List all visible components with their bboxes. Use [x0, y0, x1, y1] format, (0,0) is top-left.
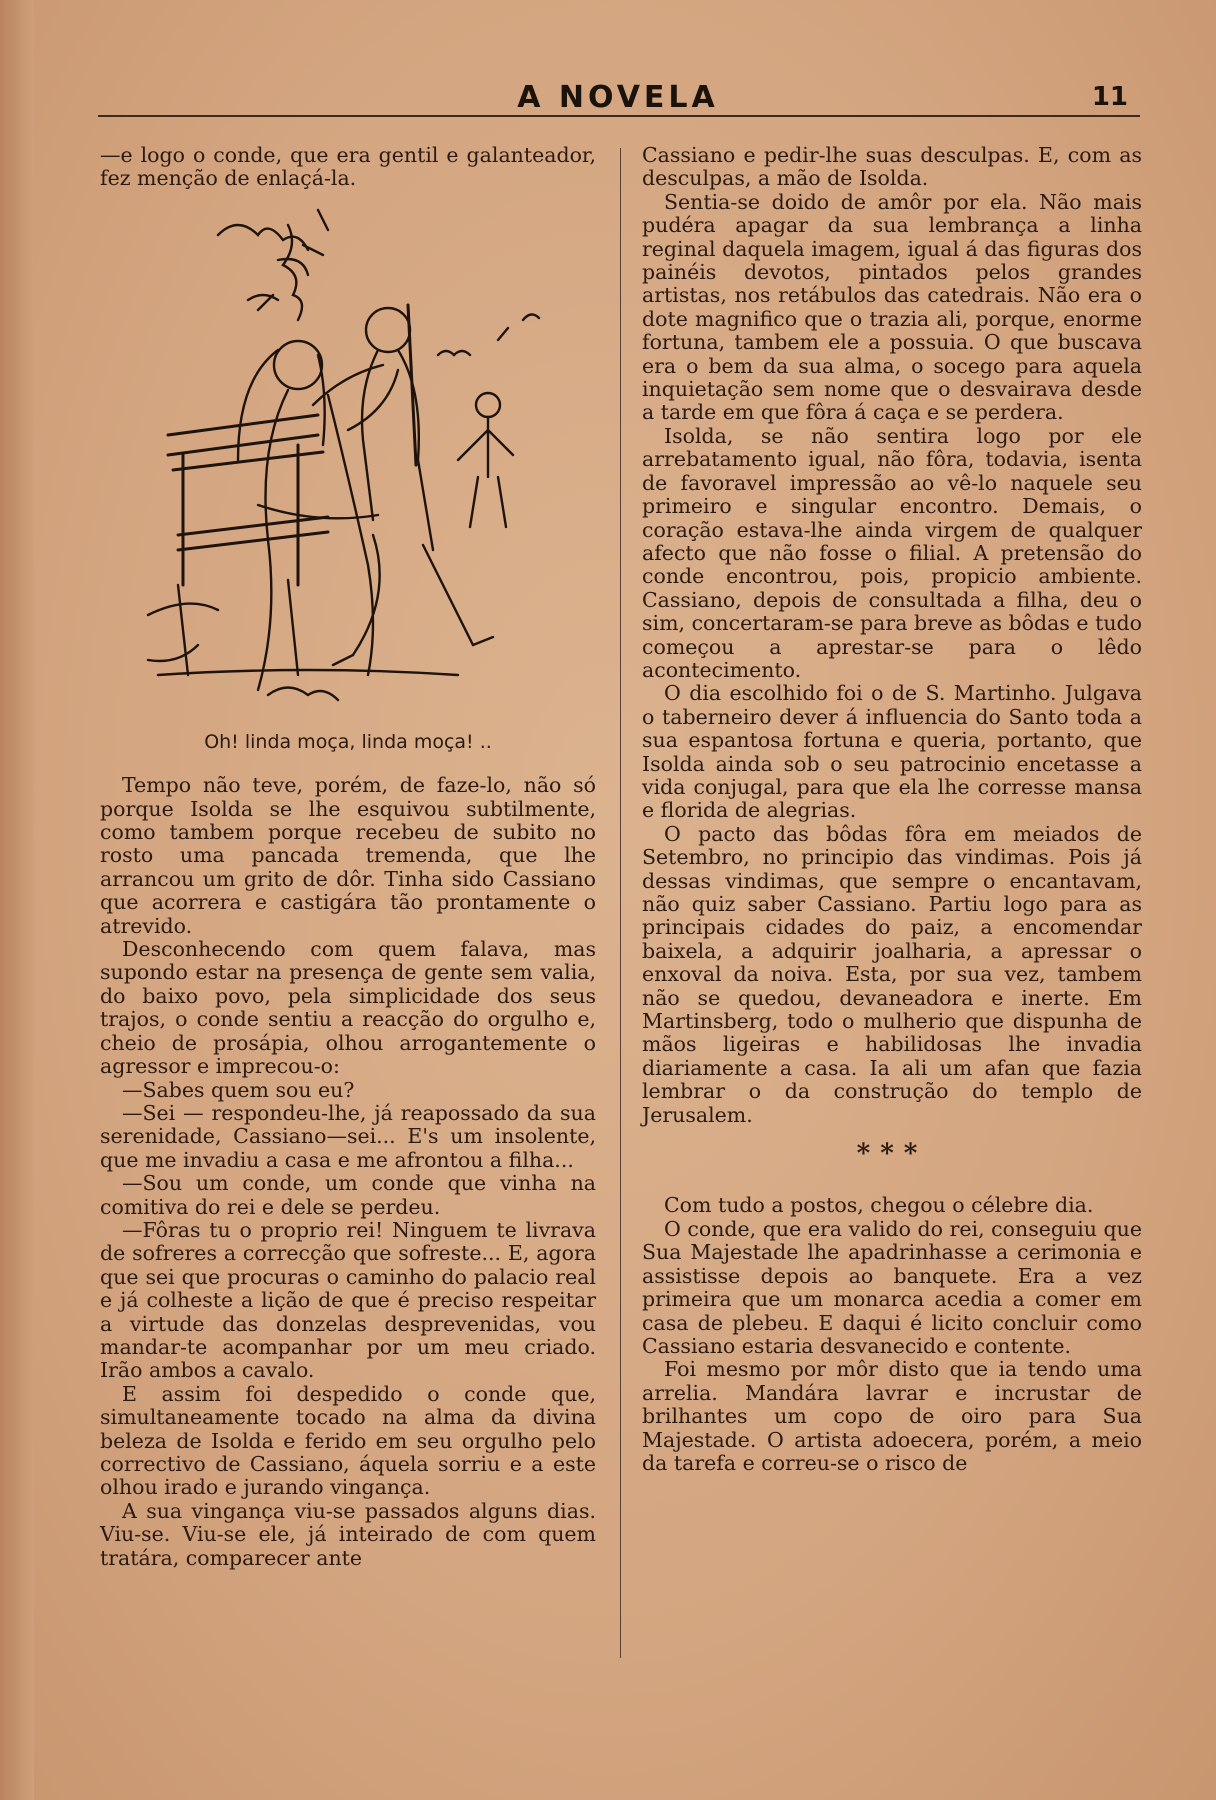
illustration-caption: Oh! linda moça, linda moça! ..: [204, 730, 492, 753]
paragraph: E assim foi despedido o conde que, simultaneamente tocado na alma da divina beleza de Isolda e ferido em seu orgulho pelo correctivo de Cassiano, áquela sorriu e a este olhou irado e jurando vingança.: [100, 1381, 596, 1500]
page-binding-edge: [0, 0, 34, 1800]
section-break-ornament: ***: [856, 1139, 928, 1170]
paragraph: O conde, que era valido do rei, conseguiu que Sua Majestade lhe apadrinhasse a cerimonia e assistisse depois ao banquete. Era a vez primeira que um monarca acedia a comer em casa de plebeu. E daqui é licito concluir como Cassiano estaria desvanecido e contente.: [642, 1216, 1142, 1358]
paragraph: Foi mesmo por môr disto que ia tendo uma arrelia. Mandára lavrar e incrustar de brilhantes um copo de oiro para Sua Majestade. O artista adoecera, porém, a meio da tarefa e correu-se o risco de: [642, 1357, 1142, 1475]
running-header: [98, 78, 1138, 118]
paragraph: —e logo o conde, que era gentil e galanteador, fez menção de enlaçá-la.: [100, 143, 596, 191]
left-column: [100, 144, 596, 1570]
paragraph: O dia escolhido foi o de S. Martinho. Julgava o taberneiro dever á influencia do Santo toda a sua espantosa fortuna e queria, portanto, que Isolda ainda sob o seu patrocinio encetasse a vida conjugal, para que ela lhe corresse mansa e florida de alegrias.: [642, 681, 1142, 823]
paragraph: Com tudo a postos, chegou o célebre dia.: [664, 1193, 1094, 1218]
right-column: [642, 144, 1142, 1475]
column-divider: [620, 148, 621, 1658]
paragraph: Sentia-se doido de amôr por ela. Não mais pudéra apagar da sua lembrança a linha reginal daquela imagem, igual á das figuras dos painéis devotos, pintados pelos grandes artistas, nos retábulos das catedrais. Não era o dote magnifico que o trazia ali, porque, enorme fortuna, tambem ele a possuia. O que buscava era o bem da sua alma, o socego para aquela inquietação sem nome que o desvairava desde a tarde em que fôra á caça e se perdera.: [642, 189, 1142, 425]
dialogue-line: —Sei — respondeu-lhe, já reapossado da sua serenidade, Cassiano—sei... E's um insolente, que me invadiu a casa e me afrontou a filha...: [100, 1100, 596, 1172]
paragraph: Isolda, se não sentira logo por ele arrebatamento igual, não fôra, todavia, isenta de favoravel impressão ao vê-lo naquele seu primeiro e singular encontro. Demais, o coração estava-lhe ainda virgem de qualquer afecto que não fosse o filial. A pretensão do conde encontrou, pois, propicio ambiente. Cassiano, depois de consultada a filha, deu o sim, concertaram-se para breve as bôdas e tudo começou a aprestar-se para o lêdo acontecimento.: [642, 423, 1142, 682]
paragraph: Cassiano e pedir-lhe suas desculpas. E, com as desculpas, a mão de Isolda.: [642, 143, 1142, 191]
page-number: 11: [1091, 82, 1128, 112]
paragraph: O pacto das bôdas fôra em meiados de Setembro, no principio das vindimas. Pois já dessas vindimas, que sempre o encantavam, não quiz saber Cassiano. Partiu logo para as principais cidades do paiz, a encomendar baixela, a adquirir joalharia, a apressar o enxoval da noiva. Esta, por sua vez, tambem não se quedou, devaneadora e inerte. Em Martinsberg, todo o mulherio que dispunha de mãos ligeiras e habilidosas lhe invadia diariamente a casa. Ia ali um afan que fazia lembrar o da construção do templo de Jerusalem.: [642, 821, 1142, 1127]
dialogue-line: —Sou um conde, um conde que vinha na comitiva do rei e dele se perdeu.: [100, 1171, 596, 1219]
header-rule: [98, 115, 1140, 117]
paragraph: Tempo não teve, porém, de faze-lo, não só porque Isolda se lhe esquivou subtilmente, como tambem porque recebeu de subito no rosto uma pancada tremenda, que lhe arrancou um grito de dôr. Tinha sido Cassiano que acorrera e castigára tão prontamente o atrevido.: [100, 773, 596, 938]
paragraph: Desconhecendo com quem falava, mas supondo estar na presença de gente sem valia, do baixo povo, pela simplicidade dos seus trajos, o conde sentiu a reacção do orgulho e, cheio de prosápia, olhou arrogantemente o agressor e imprecou-o:: [100, 937, 596, 1079]
engraving-illustration: [138, 205, 558, 715]
dialogue-line: —Fôras tu o proprio rei! Ninguem te livrava de sofreres a correcção que sofreste... E, agora que sei que procuras o caminho do palacio real e já colheste a lição de que é preciso respeitar a virtude das donzelas desprevenidas, vou mandar-te acompanhar por um meu criado. Irão ambos a cavalo.: [100, 1217, 596, 1383]
dialogue-line: —Sabes quem sou eu?: [122, 1077, 355, 1102]
paragraph: A sua vingança viu-se passados alguns dias. Viu-se. Viu-se ele, já inteirado de com quem tratára, comparecer ante: [100, 1498, 596, 1570]
magazine-title: A NOVELA: [517, 80, 719, 115]
